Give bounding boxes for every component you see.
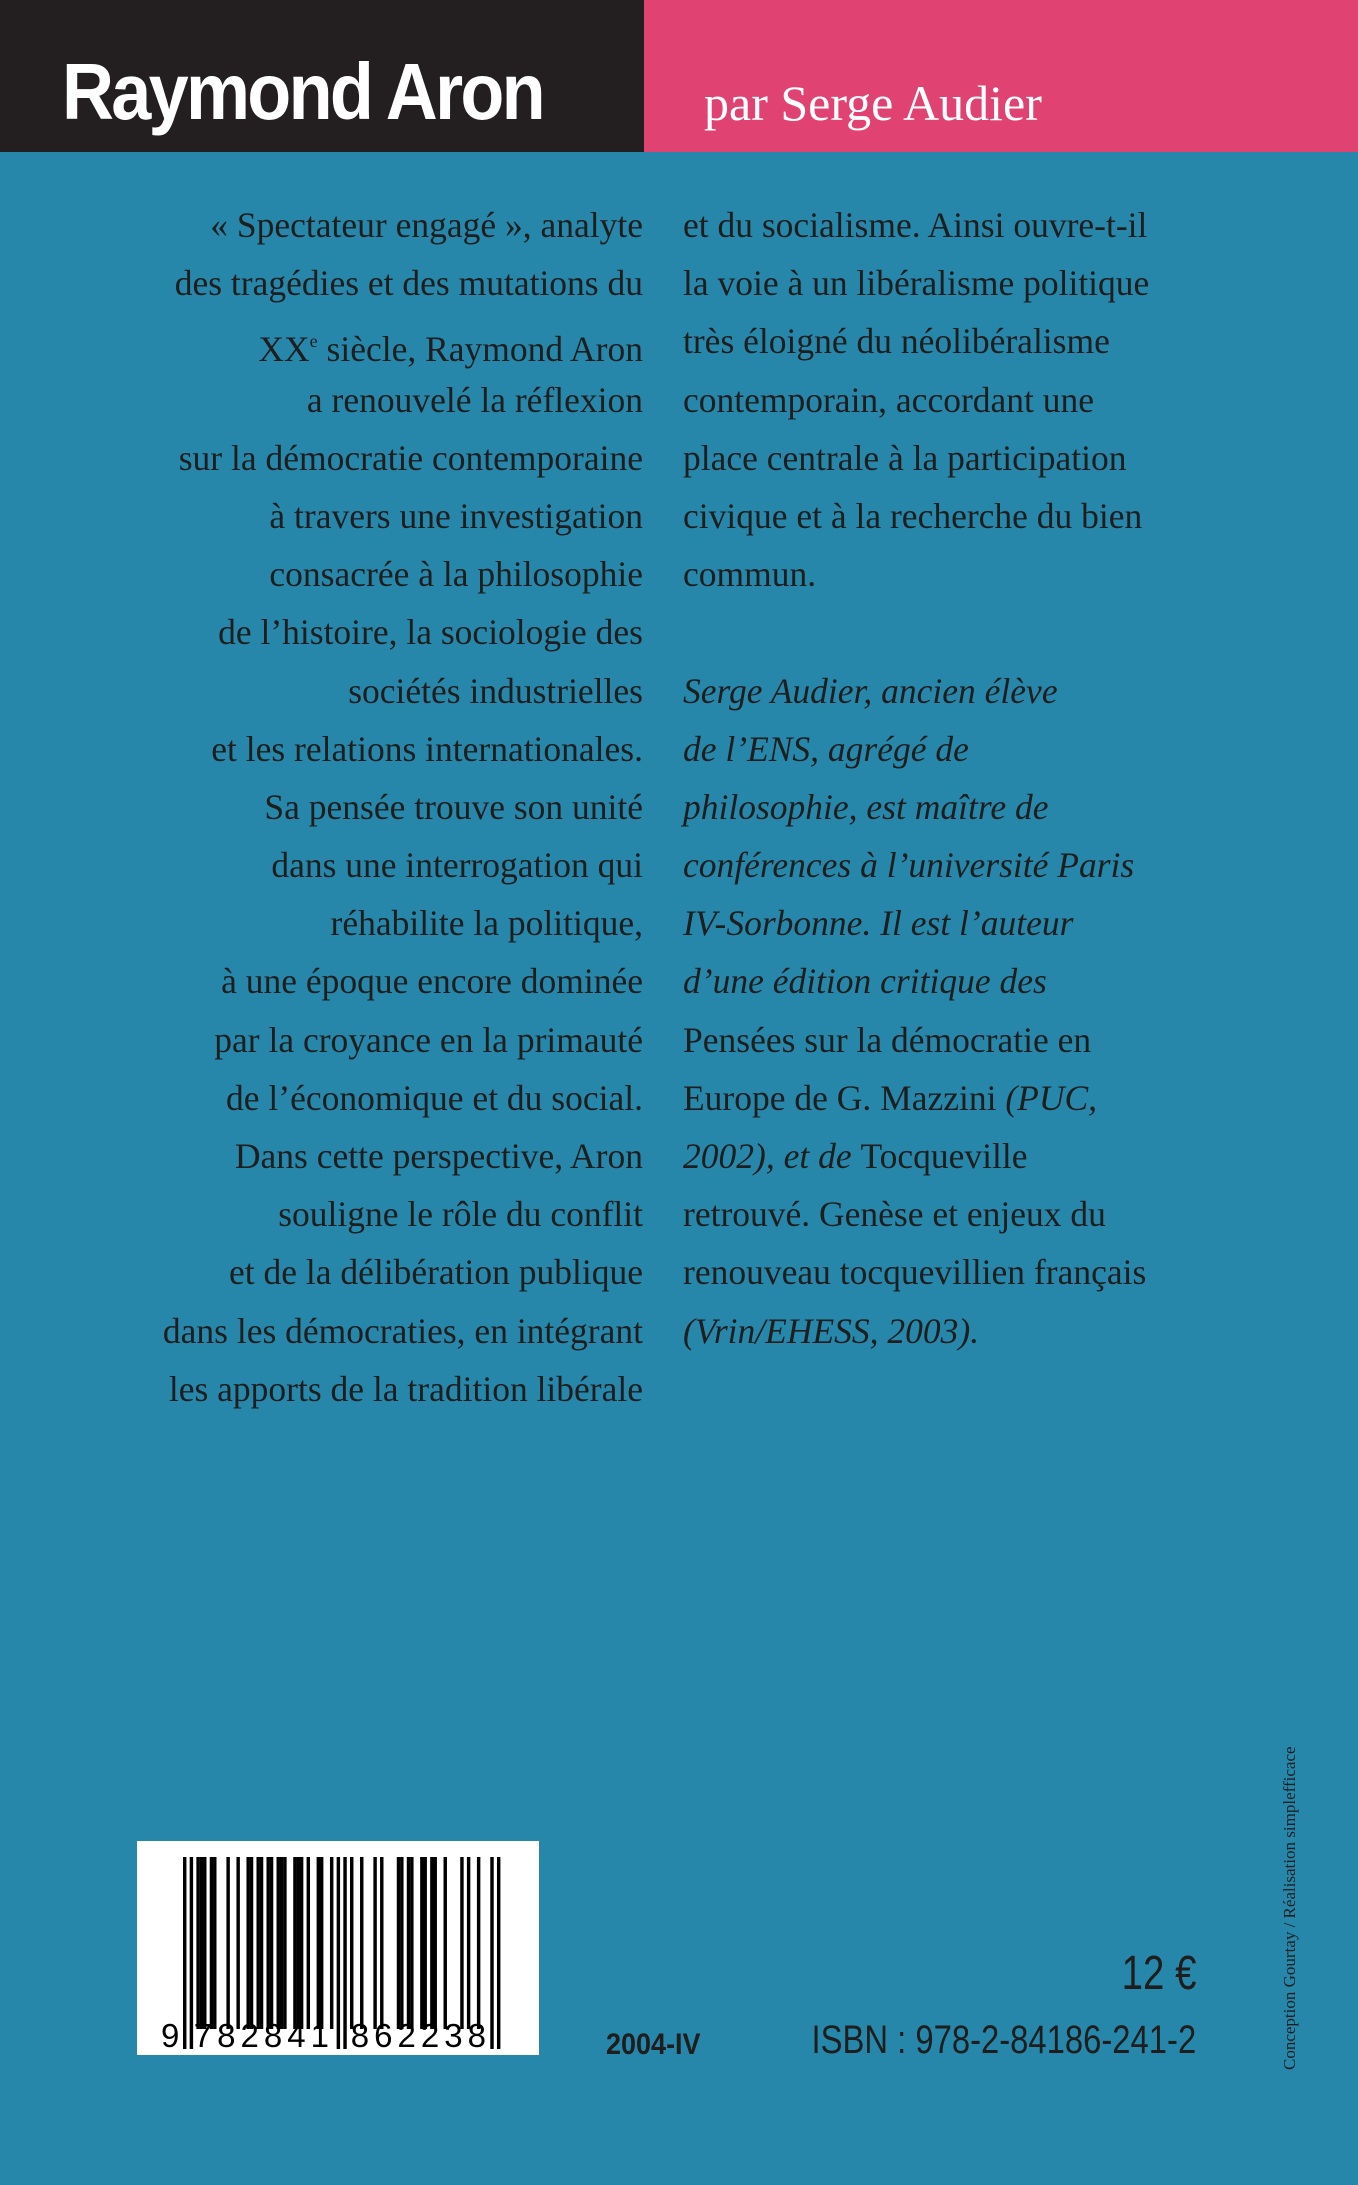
- barcode-digit: 1: [310, 2017, 329, 2054]
- text-segment: de l’ENS, agrégé de: [683, 728, 969, 769]
- text-line: [163, 1360, 643, 1418]
- text-segment: dans une interrogation qui: [271, 845, 643, 886]
- barcode-bar: [407, 1857, 410, 2029]
- barcode: [137, 1841, 539, 2055]
- barcode-bar: [307, 1857, 310, 2029]
- text-line: [163, 778, 643, 836]
- text-line: [163, 429, 643, 487]
- text-line: [163, 545, 643, 603]
- text-line: [683, 1011, 1149, 1069]
- text-segment: à une époque encore dominée: [221, 961, 643, 1002]
- text-segment: commun.: [683, 554, 817, 595]
- barcode-bars: [137, 1841, 539, 2055]
- text-line: [683, 952, 1149, 1010]
- text-segment: Pensées sur la démocratie en: [683, 1019, 1092, 1060]
- barcode-bar: [190, 1857, 193, 2049]
- barcode-bar: [373, 1857, 376, 2029]
- barcode-bar: [330, 1857, 333, 2029]
- barcode-digit: 4: [287, 2017, 306, 2054]
- text-line: [163, 1302, 643, 1360]
- text-segment: place centrale à la participation: [683, 437, 1127, 478]
- barcode-digit: 8: [263, 2017, 283, 2054]
- text-line: [683, 720, 1149, 778]
- barcode-bar: [200, 1857, 203, 2029]
- text-segment: d’une édition critique des: [683, 961, 1047, 1002]
- barcode-bar: [320, 1857, 323, 2029]
- text-line: [683, 603, 1149, 661]
- blurb-right-column: [683, 196, 1149, 1360]
- text-segment: contemporain, accordant une: [683, 379, 1095, 420]
- text-segment: « Spectateur engagé », analyte: [210, 205, 643, 245]
- text-line: [683, 662, 1149, 720]
- barcode-bar: [250, 1857, 253, 2029]
- book-author: par Serge Audier: [704, 75, 1042, 131]
- barcode-bar: [300, 1857, 303, 2029]
- text-line: [683, 1302, 1149, 1360]
- barcode-bar: [236, 1857, 239, 2029]
- text-line: [163, 1185, 643, 1243]
- text-segment: a renouvelé la réflexion: [306, 379, 643, 420]
- text-segment: par la croyance en la primauté: [214, 1019, 643, 1060]
- barcode-digit: 6: [374, 2017, 393, 2054]
- barcode-bar: [380, 1857, 383, 2029]
- text-segment: siècle, Raymond Aron: [317, 329, 643, 370]
- text-segment: la voie à un libéralisme politique: [683, 263, 1150, 304]
- barcode-bar: [203, 1857, 206, 2029]
- text-line: [683, 836, 1149, 894]
- barcode-bar: [430, 1857, 433, 2029]
- text-line: [683, 1069, 1149, 1127]
- barcode-digit: 8: [350, 2017, 370, 2054]
- text-segment: sociétés industrielles: [348, 670, 643, 711]
- text-line: [163, 720, 643, 778]
- barcode-bar: [317, 1857, 320, 2029]
- text-line: [163, 196, 643, 254]
- text-line: [163, 312, 643, 370]
- text-line: [163, 1069, 643, 1127]
- text-line: [163, 836, 643, 894]
- barcode-bar: [420, 1857, 423, 2029]
- text-segment: (PUC,: [1005, 1077, 1098, 1118]
- text-line: [163, 662, 643, 720]
- price: 12 €: [1121, 1947, 1196, 2000]
- barcode-bar: [350, 1857, 353, 2029]
- barcode-bar: [343, 1857, 346, 2049]
- text-line: [683, 312, 1149, 370]
- text-line: [683, 1127, 1149, 1185]
- barcode-bar: [297, 1857, 300, 2029]
- text-segment: et du socialisme. Ainsi ouvre-t-il: [683, 205, 1148, 245]
- text-line: [683, 429, 1149, 487]
- barcode-bar: [270, 1857, 273, 2029]
- barcode-digit: 3: [444, 2017, 463, 2054]
- text-line: [683, 254, 1149, 312]
- text-line: [683, 778, 1149, 836]
- barcode-bar: [283, 1857, 286, 2029]
- text-line: [163, 1243, 643, 1301]
- text-line: [683, 1185, 1149, 1243]
- barcode-bar: [337, 1857, 340, 2049]
- text-segment: Serge Audier, ancien élève: [683, 670, 1058, 711]
- barcode-bar: [256, 1857, 259, 2029]
- barcode-bar: [423, 1857, 426, 2029]
- barcode-bar: [210, 1857, 213, 2029]
- text-segment: et de la délibération publique: [228, 1252, 643, 1293]
- barcode-digit: 8: [467, 2017, 486, 2054]
- text-segment: civique et à la recherche du bien: [683, 495, 1143, 536]
- text-segment: e: [309, 331, 318, 352]
- text-segment: IV-Sorbonne. Il est l’auteur: [683, 903, 1074, 944]
- text-line: [163, 952, 643, 1010]
- barcode-bar: [226, 1857, 229, 2029]
- barcode-bar: [196, 1857, 199, 2029]
- barcode-bar: [213, 1857, 216, 2029]
- barcode-bar: [277, 1857, 280, 2029]
- barcode-bar: [477, 1857, 480, 2029]
- text-line: [683, 894, 1149, 952]
- text-segment: conférences à l’université Paris: [683, 845, 1135, 886]
- barcode-bar: [397, 1857, 400, 2029]
- barcode-bar: [460, 1857, 463, 2029]
- text-line: [683, 1243, 1149, 1301]
- text-segment: les apports de la tradition libérale: [168, 1368, 643, 1409]
- text-line: [683, 545, 1149, 603]
- barcode-bar: [444, 1857, 447, 2029]
- barcode-bar: [267, 1857, 270, 2029]
- barcode-bar: [246, 1857, 249, 2029]
- text-line: [163, 603, 643, 661]
- barcode-bar: [410, 1857, 413, 2029]
- text-line: [683, 196, 1149, 254]
- barcode-bar: [183, 1857, 186, 2049]
- blurb-left-column: [163, 196, 643, 1418]
- barcode-digit: 2: [397, 2017, 416, 2054]
- text-segment: à travers une investigation: [269, 495, 643, 536]
- text-line: [163, 487, 643, 545]
- barcode-digit: 2: [240, 2017, 259, 2054]
- book-title: Raymond Aron: [62, 47, 543, 136]
- barcode-bar: [360, 1857, 363, 2029]
- barcode-bar: [490, 1857, 493, 2049]
- barcode-digit: 2: [420, 2017, 440, 2054]
- barcode-bar: [434, 1857, 437, 2029]
- text-line: [163, 371, 643, 429]
- text-segment: sur la démocratie contemporaine: [178, 437, 643, 478]
- barcode-digit: 7: [193, 2017, 213, 2054]
- text-segment: de l’économique et du social.: [226, 1077, 643, 1118]
- text-segment: dans les démocraties, en intégrant: [162, 1310, 643, 1351]
- text-line: [163, 1011, 643, 1069]
- design-credit: Conception Gourtay / Réalisation simplefficace: [1280, 1746, 1299, 2070]
- barcode-bar: [497, 1857, 500, 2049]
- barcode-digit: 9: [161, 2017, 180, 2054]
- text-segment: (Vrin/EHESS, 2003).: [683, 1310, 980, 1351]
- text-segment: retrouvé. Genèse et enjeux du: [683, 1194, 1106, 1235]
- barcode-bar: [400, 1857, 403, 2029]
- text-line: [163, 254, 643, 312]
- isbn: ISBN : 978-2-84186-241-2: [811, 2018, 1196, 2062]
- text-segment: Tocqueville: [860, 1136, 1028, 1176]
- barcode-bar: [280, 1857, 283, 2029]
- text-segment: très éloigné du néolibéralisme: [683, 321, 1110, 362]
- text-segment: Dans cette perspective, Aron: [234, 1136, 643, 1176]
- text-segment: réhabilite la politique,: [330, 903, 643, 944]
- edition-code: 2004-IV: [606, 2028, 701, 2061]
- barcode-bar: [467, 1857, 470, 2029]
- text-line: [163, 1127, 643, 1185]
- text-segment: Sa pensée trouve son unité: [264, 786, 643, 827]
- text-segment: de l’histoire, la sociologie des: [218, 612, 643, 653]
- text-segment: consacrée à la philosophie: [269, 554, 643, 595]
- text-segment: 2002), et de: [683, 1136, 861, 1176]
- text-segment: XX: [258, 329, 310, 370]
- text-segment: philosophie, est maître de: [683, 786, 1049, 827]
- barcode-digit: 8: [217, 2017, 236, 2054]
- text-line: [683, 371, 1149, 429]
- barcode-bar: [260, 1857, 263, 2029]
- text-segment: des tragédies et des mutations du: [174, 263, 643, 304]
- text-segment: Europe de G. Mazzini: [683, 1077, 1006, 1118]
- text-segment: souligne le rôle du conflit: [278, 1194, 643, 1235]
- text-segment: et les relations internationales.: [211, 728, 643, 769]
- barcode-bar: [293, 1857, 296, 2029]
- text-segment: renouveau tocquevillien français: [683, 1252, 1147, 1293]
- text-line: [163, 894, 643, 952]
- text-line: [683, 487, 1149, 545]
